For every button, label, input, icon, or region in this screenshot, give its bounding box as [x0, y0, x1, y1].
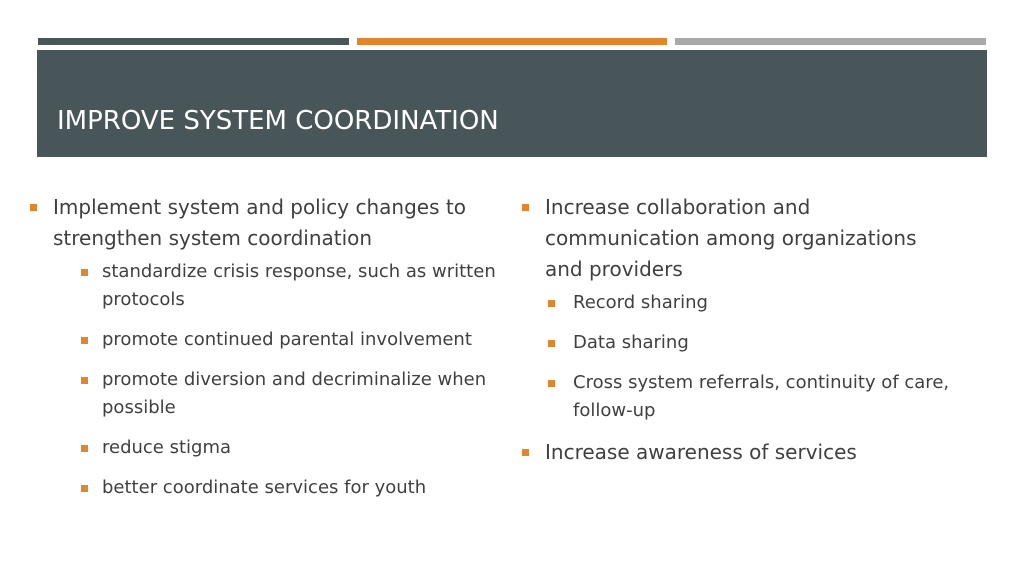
bullet-square-icon — [548, 300, 555, 307]
sub-bullet-item — [28, 434, 503, 462]
sub-bullet-item — [28, 366, 503, 422]
sub-bullet-text: Data sharing — [573, 332, 689, 353]
sub-bullet-item — [28, 474, 503, 502]
bullet-square-icon — [81, 377, 88, 384]
bullet-text: Increase awareness of services — [545, 440, 857, 464]
bullet-square-icon — [522, 449, 529, 456]
bullet-item — [28, 192, 503, 254]
sub-bullet-item — [520, 369, 950, 425]
accent-bar-gray — [675, 38, 986, 45]
sub-bullet-item — [28, 326, 503, 354]
right-column — [520, 192, 950, 472]
bullet-square-icon — [30, 204, 37, 211]
slide-title: IMPROVE SYSTEM COORDINATION — [57, 106, 499, 136]
sub-bullet-text: standardize crisis response, such as written protocols — [102, 261, 496, 310]
sub-bullet-text: better coordinate services for youth — [102, 477, 427, 498]
title-band — [37, 50, 987, 157]
bullet-text: Implement system and policy changes to strengthen system coordination — [53, 195, 466, 250]
bullet-item — [520, 437, 950, 468]
bullet-square-icon — [548, 380, 555, 387]
sub-bullet-item — [520, 289, 950, 317]
bullet-square-icon — [81, 337, 88, 344]
bullet-square-icon — [522, 204, 529, 211]
bullet-square-icon — [548, 340, 555, 347]
sub-bullet-text: promote diversion and decriminalize when possible — [102, 369, 487, 418]
sub-bullet-text: promote continued parental involvement — [102, 329, 472, 350]
sub-bullet-item — [28, 258, 503, 314]
accent-bar-dark — [38, 38, 349, 45]
sub-bullet-text: reduce stigma — [102, 437, 232, 458]
sub-bullet-item — [520, 329, 950, 357]
bullet-square-icon — [81, 485, 88, 492]
bullet-item — [520, 192, 950, 285]
bullet-text: Increase collaboration and communication among organizations and providers — [545, 195, 917, 281]
left-column — [28, 192, 503, 514]
sub-bullet-text: Cross system referrals, continuity of care, follow-up — [573, 372, 950, 421]
bullet-square-icon — [81, 445, 88, 452]
sub-bullet-text: Record sharing — [573, 292, 708, 313]
bullet-square-icon — [81, 269, 88, 276]
accent-bar-orange — [357, 38, 667, 45]
